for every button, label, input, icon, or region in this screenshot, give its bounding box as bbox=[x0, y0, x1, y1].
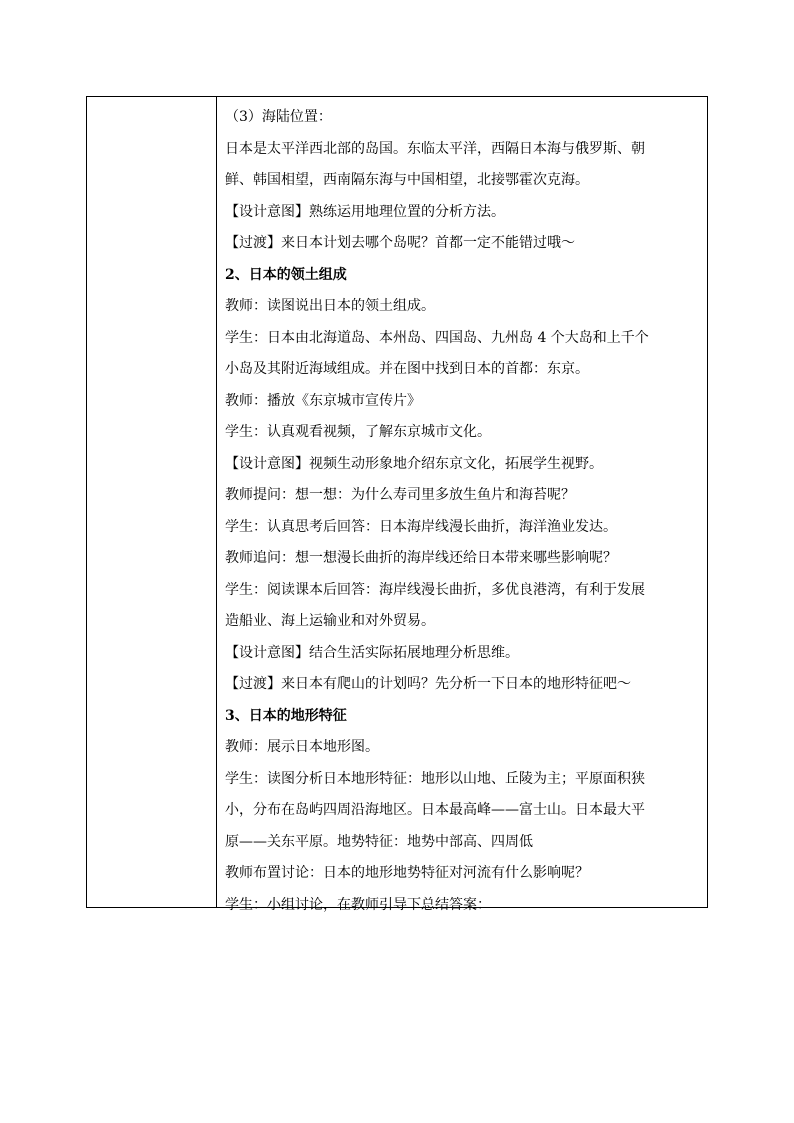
lesson-plan-table bbox=[86, 96, 708, 913]
text-line: 【设计意图】结合生活实际拓展地理分析思维。 bbox=[225, 644, 519, 661]
text-line: 学生：日本由北海道岛、本州岛、四国岛、九州岛 4 个大岛和上千个 bbox=[225, 329, 649, 346]
left-column-cell bbox=[87, 97, 217, 907]
text-line: 造船业、海上运输业和对外贸易。 bbox=[225, 613, 435, 629]
text-line: （3）海陆位置： bbox=[225, 109, 332, 125]
text-line: 学生：小组讨论，在教师引导下总结答案： bbox=[225, 896, 491, 913]
text-line: 学生：认真观看视频，了解东京城市文化。 bbox=[225, 424, 491, 440]
text-line: 【设计意图】视频生动形象地介绍东京文化，拓展学生视野。 bbox=[225, 455, 603, 472]
text-line: 教师：展示日本地形图。 bbox=[225, 739, 379, 755]
text-line: 【设计意图】熟练运用地理位置的分析方法。 bbox=[225, 203, 505, 220]
text-line: 鲜、韩国相望，西南隔东海与中国相望，北接鄂霍次克海。 bbox=[225, 172, 589, 188]
text-line: 小，分布在岛屿四周沿海地区。日本最高峰——富士山。日本最大平 bbox=[225, 802, 645, 818]
content-cell bbox=[217, 97, 707, 913]
text-line: 教师提问：想一想：为什么寿司里多放生鱼片和海苔呢？ bbox=[225, 487, 575, 503]
text-line: 教师追问：想一想漫长曲折的海岸线还给日本带来哪些影响呢？ bbox=[225, 550, 617, 566]
text-line: 学生：读图分析日本地形特征：地形以山地、丘陵为主；平原面积狭 bbox=[225, 770, 645, 787]
text-line: 教师布置讨论：日本的地形地势特征对河流有什么影响呢？ bbox=[225, 865, 589, 881]
text-line: 小岛及其附近海域组成。并在图中找到日本的首都：东京。 bbox=[225, 361, 589, 377]
section-heading: 2、日本的领土组成 bbox=[225, 266, 347, 283]
text-line: 【过渡】来日本有爬山的计划吗？先分析一下日本的地形特征吧～ bbox=[225, 676, 631, 692]
text-line: 【过渡】来日本计划去哪个岛呢？首都一定不能错过哦～ bbox=[225, 235, 575, 251]
text-line: 教师：播放《东京城市宣传片》 bbox=[225, 392, 421, 409]
text-line: 日本是太平洋西北部的岛国。东临太平洋，西隔日本海与俄罗斯、朝 bbox=[225, 140, 645, 157]
section-heading: 3、日本的地形特征 bbox=[225, 707, 347, 724]
text-line: 学生：认真思考后回答：日本海岸线漫长曲折，海洋渔业发达。 bbox=[225, 518, 617, 535]
text-line: 原——关东平原。地势特征：地势中部高、四周低 bbox=[225, 833, 533, 850]
text-line: 学生：阅读课本后回答：海岸线漫长曲折，多优良港湾，有利于发展 bbox=[225, 581, 645, 598]
text-line: 教师：读图说出日本的领土组成。 bbox=[225, 298, 435, 314]
